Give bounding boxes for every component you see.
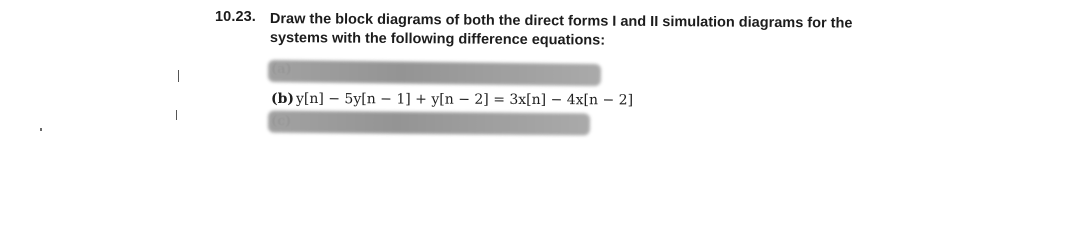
equation-a-redaction <box>268 60 601 86</box>
equation-b-label: (b) <box>271 91 295 107</box>
equation-b: y[n] − 5y[n − 1] + y[n − 2] = 3x[n] − 4x[n − 2] <box>295 91 634 109</box>
problem-text-line-1: Draw the block diagrams of both the direct forms I and II simulation diagrams for the <box>269 11 853 32</box>
problem-text-line-2: systems with the following difference equations: <box>269 30 606 49</box>
margin-pen-mark <box>40 128 42 131</box>
problem-number: 10.23. <box>215 9 256 25</box>
equation-c-redaction <box>268 111 590 136</box>
margin-pen-mark <box>176 110 177 120</box>
margin-pen-mark <box>178 70 179 82</box>
